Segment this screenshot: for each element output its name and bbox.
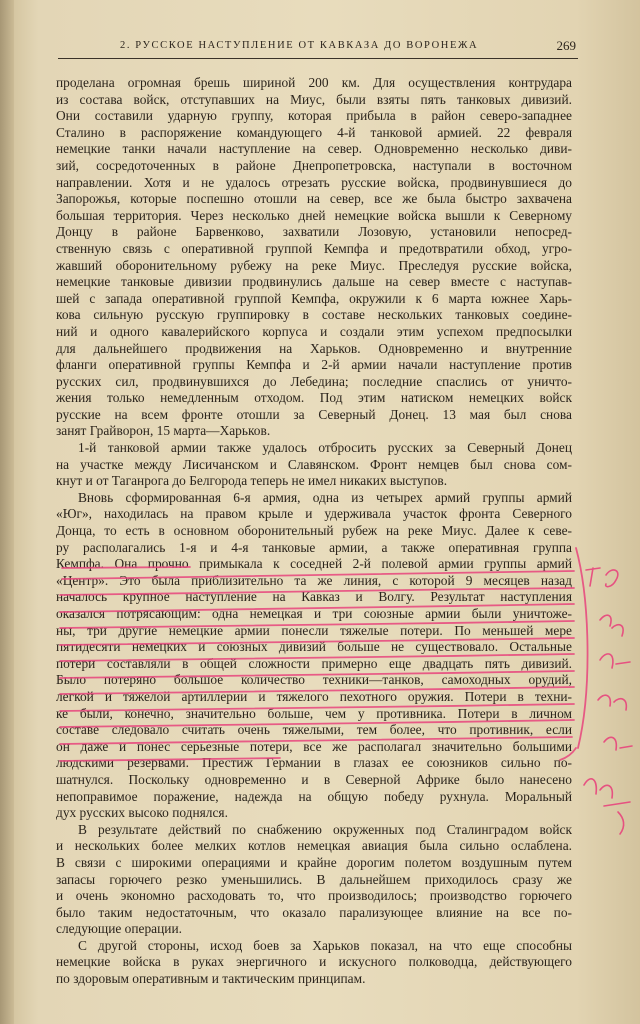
running-head: 2. РУССКОЕ НАСТУПЛЕНИЕ ОТ КАВКАЗА ДО ВОРОНЕЖА xyxy=(120,40,479,51)
text-line: оказался потрясающим: одна немецкая и три союзные армии были уничтоже- xyxy=(56,606,572,621)
text-line: Донцу в районе Барвенково, захватили Лозовую, установили непосред- xyxy=(56,224,572,240)
text-line: проделана огромная брешь шириной 200 км. Для осуществления контрудара xyxy=(56,75,572,90)
text-line: по здоровым оперативным и тактическим принципам. xyxy=(56,971,366,987)
margin-scribble xyxy=(618,812,624,834)
text-line: большая территория. Через несколько дней немецкие войска вышли к Северному xyxy=(56,207,572,223)
text-line: русские на всем фронте отошли за Северный Донец. 13 мая был снова xyxy=(56,406,572,422)
paragraph-start: С другой стороны, исход боев за Харьков показал, на что еще способны xyxy=(78,937,572,953)
text-line: жавший оборонительному рубежу на реке Миус. Преследуя русские войска, xyxy=(56,257,572,273)
text-line: Они составили ударную группу, которая прибыла в район северо-западнее xyxy=(56,108,572,124)
margin-scribble xyxy=(600,615,623,636)
text-line: ке были, конечно, значительно больше, чем у противника. Потери в личном xyxy=(56,705,572,721)
text-line: началось крупное наступление на Кавказ и Волгу. Результат наступления xyxy=(56,589,572,605)
text-line: на участке между Лисичанском и Славянском. Фронт немцев был снова сом- xyxy=(56,456,572,472)
margin-scribble xyxy=(598,695,626,710)
text-line: шей с запада оперативной группой Кемпфа, окружили к 6 марта южнее Харь- xyxy=(56,290,572,306)
text-line: Было потеряно большое количество техники—танков, самоходных орудий, xyxy=(56,672,572,688)
margin-scribble xyxy=(586,568,600,586)
text-line: было таким недостаточным, что оказало парализующее влияние на все по- xyxy=(56,904,572,920)
text-line: он даже и понес серьезные потери, все же располагал значительно большими xyxy=(56,738,572,754)
text-line: ственную связь с оперативной группой Кемпфа и предотвратили обход, угро- xyxy=(56,240,572,256)
text-line: следующие операции. xyxy=(56,921,182,937)
book-spine xyxy=(0,0,14,1024)
text-line: занят Грайворон, 15 марта—Харьков. xyxy=(56,423,271,439)
text-line: «Центр». Это была приблизительно та же линия, с которой 9 месяцев назад xyxy=(56,572,572,588)
margin-scribble xyxy=(584,779,630,806)
text-line: немецкие танковые дивизии продвинулись дальше на север вместе с наступав- xyxy=(56,274,572,290)
body-text xyxy=(56,75,572,988)
text-line: Кемпфа. Она прочно примыкала к соседней 2-й полевой армии группы армий xyxy=(56,556,572,572)
paragraph-start: Вновь сформированная 6-я армия, одна из четырех армий группы армий xyxy=(78,489,572,505)
text-line: В связи с широкими операциями и крайне дорогим полетом воздушным путем xyxy=(56,854,572,870)
text-line: потери составляли в общей сложности примерно еще двадцать пять дивизий. xyxy=(56,655,572,671)
text-line: «Юг», находилась на правом крыле и удерживала участок фронта Северного xyxy=(56,506,572,522)
margin-scribble xyxy=(604,737,632,750)
paragraph-start: В результате действий по снабжению окруженных под Сталинградом войск xyxy=(78,821,572,837)
text-line: Донца, то есть в основном оборонительный рубеж на реке Миус. Далее к севе- xyxy=(56,523,572,539)
text-line: из состава войск, отступавших на Миус, были взяты пять танковых дивизий. xyxy=(56,91,572,107)
text-line: Запорожья, которые поспешно отошли на север, все же была быстро захвачена xyxy=(56,191,572,207)
margin-scribble xyxy=(606,570,618,587)
page-header xyxy=(58,36,578,59)
text-line: направлении. Хотя и не удалось отрезать русские войска, продвинувшиеся до xyxy=(56,174,572,190)
text-line: немецкие танки начали наступление на север. Одновременно несколько диви- xyxy=(56,141,572,157)
text-line: людскими резервами. Престиж Германии в глазах ее союзников сильно по- xyxy=(56,755,572,771)
text-line: русских сил, продвинувшихся до Лебедина; последние спаслись от уничто- xyxy=(56,373,572,389)
text-line: жения только немедленным отходом. Под этим натиском немецких войск xyxy=(56,390,572,406)
text-line: ний и одного кавалерийского корпуса и создали этим успехом предпосылки xyxy=(56,323,572,339)
text-line: зий, сосредоточенных в районе Днепропетровска, наступали в восточном xyxy=(56,157,572,173)
text-line: немецкие войска в руках энергичного и искусного полководца, действующего xyxy=(56,954,572,970)
text-line: шатнулся. Поскольку одновременно и в Северной Африке было нанесено xyxy=(56,771,572,787)
text-line: и нескольких более мелких котлов немецкая авиация была сильно ослаблена. xyxy=(56,838,572,854)
text-line: непоправимое поражение, надежда на общую победу рухнула. Моральный xyxy=(56,788,572,804)
text-line: кнут и от Таганрога до Белгорода теперь не имел никаких выступов. xyxy=(56,473,448,489)
paragraph-start: 1-й танковой армии также удалось отбросить русских за Северный Донец xyxy=(78,440,572,456)
margin-scribble xyxy=(600,654,630,668)
text-line: Сталино в распоряжение командующего 4-й танковой армией. 22 февраля xyxy=(56,124,572,140)
text-line: дух русских высоко поднялся. xyxy=(56,805,228,821)
text-line: легкой и тяжелой артиллерии и тяжелого пехотного оружия. Потери в техни- xyxy=(56,688,572,704)
text-line: и очень экономно расходовать то, что производилось; производство горючего xyxy=(56,888,572,904)
text-line: запасы горючего резко уменьшились. В дальнейшем приходилось сразу же xyxy=(56,871,572,887)
text-line: для дальнейшего продвижения на Харьков. Одновременно и внутренние xyxy=(56,340,572,356)
text-line: кова сильную русскую группировку в составе нескольких танковых соедине- xyxy=(56,307,572,323)
bracket-stroke xyxy=(576,548,588,748)
text-line: ны, три другие немецкие армии понесли тяжелые потери. По меньшей мере xyxy=(56,622,572,638)
page-number: 269 xyxy=(556,38,576,53)
text-line: пятидесяти немецких и союзных дивизий больше не существовало. Остальные xyxy=(56,639,572,655)
text-line: составе следовало считать очень тяжелыми, тем более, что противник, если xyxy=(56,722,572,738)
text-line: фланги оперативной группы Кемпфа и 2-й армии начали наступление против xyxy=(56,357,572,373)
text-line: ру располагались 1-я и 4-я танковые армии, а также оперативная группа xyxy=(56,539,572,555)
